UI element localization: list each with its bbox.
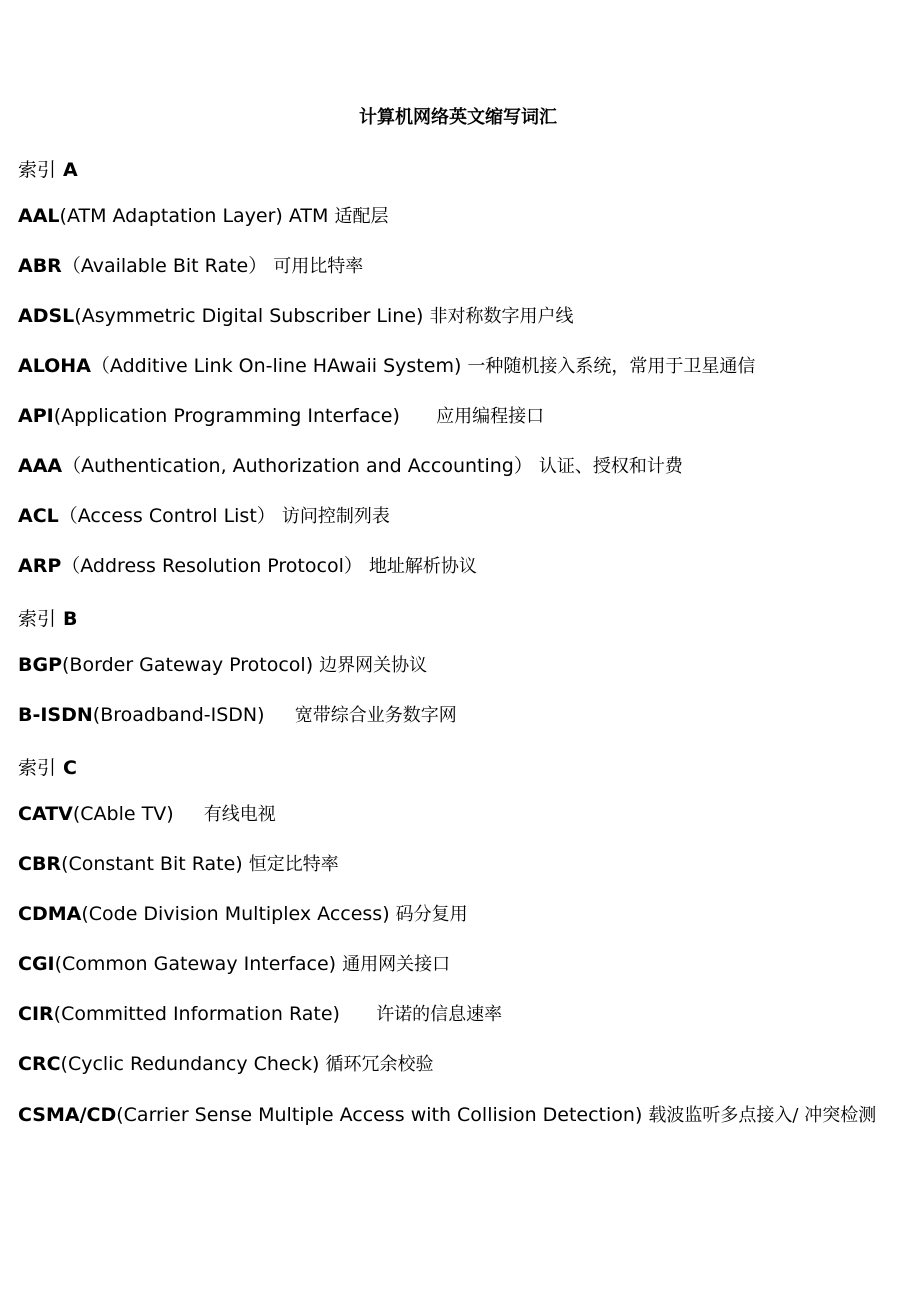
glossary-entry-abr [18,254,898,279]
glossary-entry-csma-cd [18,1102,898,1129]
index-letter: C [63,757,77,779]
entry-abbr: AAL [18,205,60,227]
entry-desc: (Constant Bit Rate) [61,853,249,875]
entry-abbr: BGP [18,654,63,676]
glossary-entry-acl [18,504,898,529]
glossary-entry-aaa [18,454,898,479]
entry-translation: 恒定比特率 [248,854,339,875]
glossary-entry-aal [18,204,898,229]
entry-desc: (Carrier Sense Multiple Access with Collision Detection) [116,1104,649,1126]
entry-abbr: CATV [18,803,73,825]
entry-abbr: ALOHA [18,355,91,377]
entry-desc: (ATM Adaptation Layer) ATM [59,205,335,227]
index-label: 索引 [18,757,57,779]
entry-translation: 宽带综合业务数字网 [294,705,457,726]
index-heading-c [18,756,898,780]
entry-translation: 应用编程接口 [436,406,545,427]
entry-translation: 载波监听多点接入/ 冲突检测 [648,1105,877,1126]
index-label: 索引 [18,608,57,630]
glossary-entry-aloha [18,354,898,379]
glossary [18,158,898,1129]
glossary-entry-cbr [18,852,898,877]
entry-abbr: ADSL [18,305,75,327]
glossary-entry-catv [18,802,898,827]
entry-translation: 通用网关接口 [342,954,451,975]
entry-translation: 非对称数字用户线 [429,306,574,327]
entry-translation: 认证、授权和计费 [538,456,683,477]
glossary-entry-cir [18,1002,898,1027]
glossary-entry-cgi [18,952,898,977]
index-heading-a [18,158,898,182]
entry-translation: 一种随机接入系统，常用于卫星通信 [467,356,756,377]
entry-abbr: AAA [18,455,63,477]
index-letter: B [63,608,78,630]
entry-abbr: B-ISDN [18,704,93,726]
glossary-entry-api [18,404,898,429]
entry-desc: (Application Programming Interface) [53,405,437,427]
entry-desc: (Code Division Multiplex Access) [81,903,396,925]
entry-translation: 可用比特率 [273,256,364,277]
glossary-entry-adsl [18,304,898,329]
entry-translation: 边界网关协议 [319,655,428,676]
entry-abbr: ABR [18,255,62,277]
entry-translation: 访问控制列表 [281,506,390,527]
entry-desc: (Border Gateway Protocol) [62,654,320,676]
entry-abbr: CRC [18,1053,61,1075]
glossary-entry-arp [18,554,898,579]
entry-abbr: CIR [18,1003,54,1025]
entry-desc: (Cyclic Redundancy Check) [60,1053,326,1075]
entry-desc: （Available Bit Rate） [61,255,274,277]
entry-abbr: API [18,405,54,427]
entry-translation: 有线电视 [203,804,276,825]
entry-desc: （Additive Link On-line HAwaii System) [90,355,468,377]
glossary-entry-bgp [18,653,898,678]
entry-translation: 码分复用 [395,904,468,925]
index-letter: A [63,159,78,181]
entry-abbr: ACL [18,505,59,527]
entry-desc: (Common Gateway Interface) [54,953,343,975]
entry-abbr: ARP [18,555,62,577]
entry-translation: 循环冗余校验 [325,1054,434,1075]
index-heading-b [18,607,898,631]
entry-desc: (CAble TV) [72,803,204,825]
entry-abbr: CGI [18,953,55,975]
glossary-entry-crc [18,1052,898,1077]
glossary-entry-b-isdn [18,703,898,728]
entry-desc: (Committed Information Rate) [53,1003,377,1025]
entry-abbr: CDMA [18,903,82,925]
entry-desc: (Broadband-ISDN) [92,704,295,726]
entry-translation: 许诺的信息速率 [376,1004,503,1025]
entry-translation: 地址解析协议 [368,556,477,577]
document-title: 计算机网络英文缩写词汇 [359,107,557,128]
entry-abbr: CSMA/CD [18,1104,117,1126]
entry-desc: （Address Resolution Protocol） [61,555,369,577]
entry-desc: (Asymmetric Digital Subscriber Line) [74,305,430,327]
entry-abbr: CBR [18,853,62,875]
entry-desc: （Access Control List） [58,505,282,527]
index-label: 索引 [18,159,57,181]
glossary-entry-cdma [18,902,898,927]
entry-desc: （Authentication, Authorization and Accounting） [62,455,539,477]
entry-translation: 适配层 [334,206,389,227]
